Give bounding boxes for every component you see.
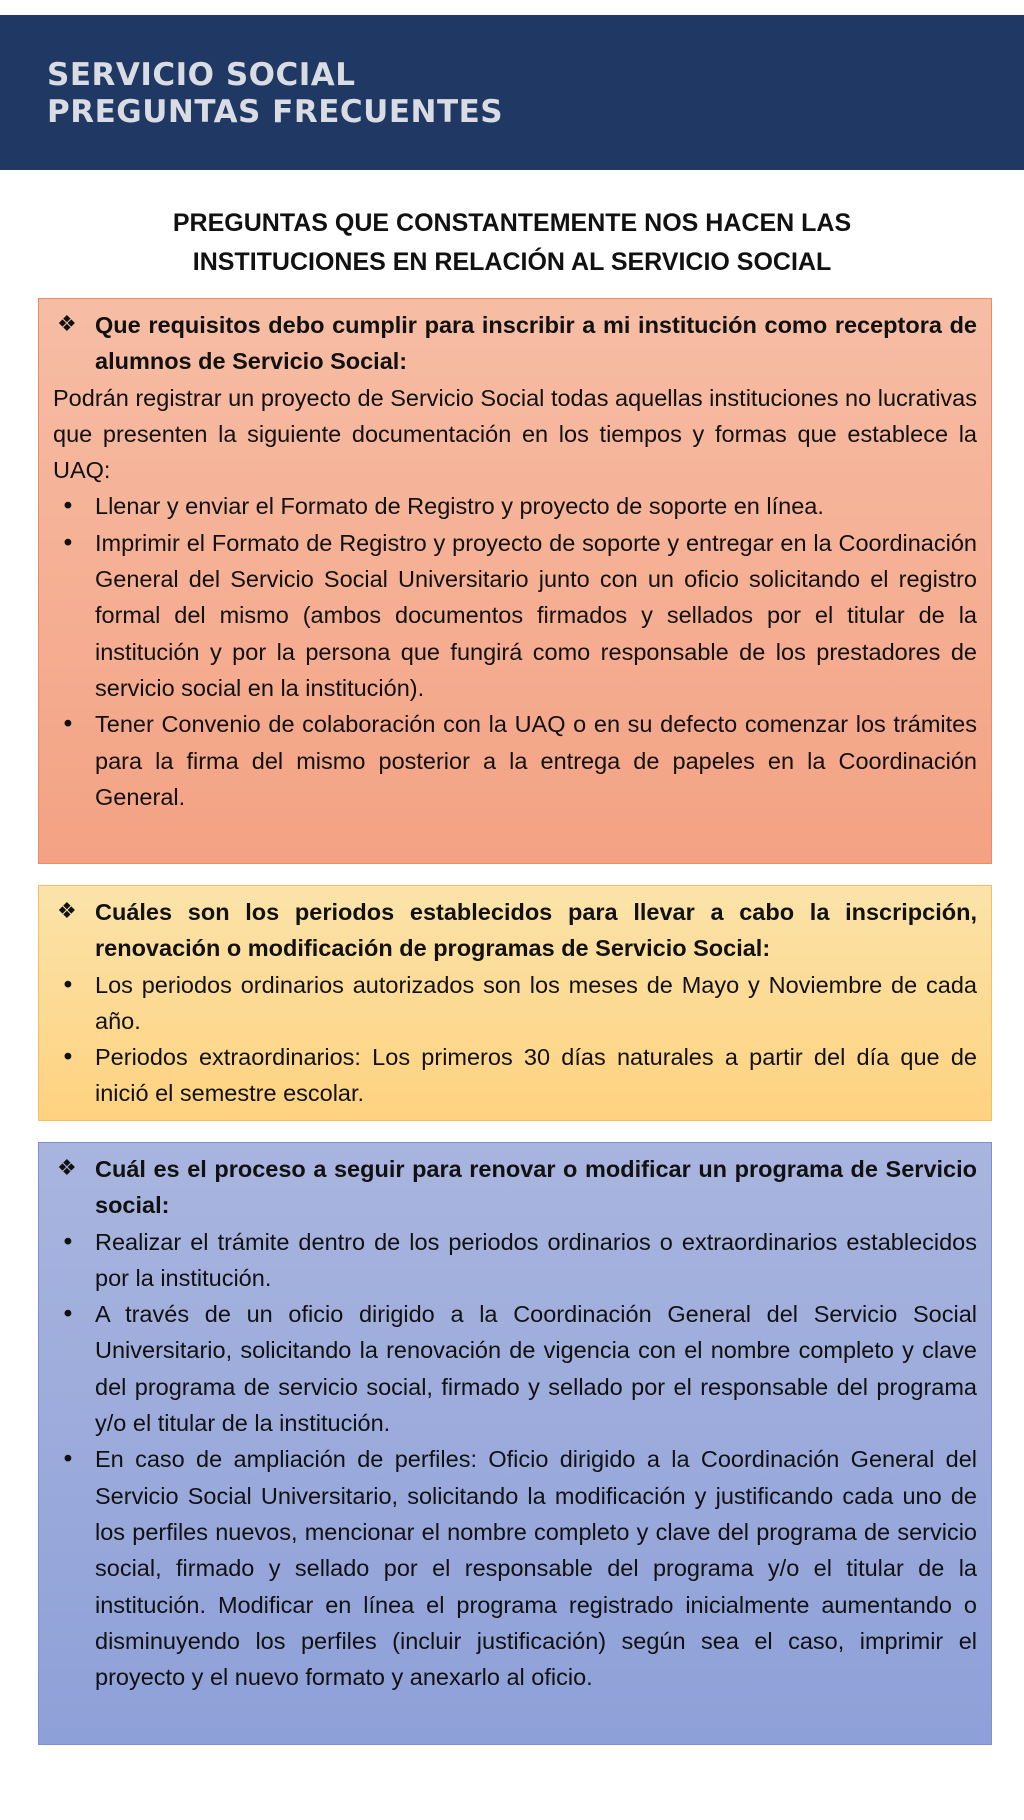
section-heading-line-2: INSTITUCIONES EN RELACIÓN AL SERVICIO SOCIAL	[192, 248, 832, 276]
faq-question-text: Cuál es el proceso a seguir para renovar o modificar un programa de Servicio social:	[95, 1156, 977, 1219]
bullet-icon: •	[61, 1043, 75, 1072]
list-item-text: Los periodos ordinarios autorizados son los meses de Mayo y Noviembre de cada año.	[95, 971, 977, 1034]
bullet-icon: •	[61, 528, 75, 557]
bullet-icon: •	[61, 1300, 75, 1329]
faq-question	[53, 1151, 977, 1224]
section-heading-line-1: PREGUNTAS QUE CONSTANTEMENTE NOS HACEN LAS	[172, 209, 852, 237]
list-item	[53, 1441, 977, 1695]
faq-intro-text: Podrán registrar un proyecto de Servicio Social todas aquellas instituciones no lucrativas que presenten la siguiente documentación en los tiempos y formas que establece la UAQ:	[53, 384, 977, 484]
list-item-text: Tener Convenio de colaboración con la UAQ o en su defecto comenzar los trámites para la firma del mismo posterior a la entrega de papeles en la Coordinación General.	[95, 711, 977, 810]
header-banner	[0, 15, 1024, 170]
list-item-text: Realizar el trámite dentro de los periodos ordinarios o extraordinarios establecidos por la institución.	[95, 1228, 977, 1291]
faq-answer-list	[53, 488, 977, 815]
list-item	[53, 967, 977, 1040]
faq-box-renewal-process	[38, 1142, 992, 1745]
list-item-text: Periodos extraordinarios: Los primeros 30 días naturales a partir del día que de inició el semestre escolar.	[95, 1044, 977, 1107]
page-title-line-1: SERVICIO SOCIAL	[47, 57, 356, 93]
list-item	[53, 488, 977, 524]
bullet-icon: •	[61, 710, 75, 739]
bullet-icon: •	[61, 1227, 75, 1256]
faq-answer-list	[53, 967, 977, 1112]
faq-box-registration-requirements	[38, 298, 992, 864]
section-heading	[0, 204, 1024, 282]
list-item-text: En caso de ampliación de perfiles: Oficio dirigido a la Coordinación General del Servicio Social Universitario, solicitando la modificación y justificando cada uno de los perfiles nuevos, mencionar el nombre completo y clave del programa de servicio social, firmado y sellado por el responsable del programa y/o el titular de la institución. Modificar en línea el programa registrado inicialmente aumentando o disminuyendo los perfiles (incluir justificación) según sea el caso, imprimir el proyecto y el nuevo formato y anexarlo al oficio.	[95, 1446, 977, 1691]
faq-answer-list	[53, 1224, 977, 1696]
faq-question	[53, 307, 977, 380]
diamond-bullet-icon: ❖	[57, 899, 77, 924]
bullet-icon: •	[61, 970, 75, 999]
diamond-bullet-icon: ❖	[57, 312, 77, 337]
page-title	[47, 57, 503, 131]
list-item-text: Llenar y enviar el Formato de Registro y proyecto de soporte en línea.	[95, 493, 824, 520]
bullet-icon: •	[61, 492, 75, 521]
list-item	[53, 706, 977, 815]
bullet-icon: •	[61, 1445, 75, 1474]
list-item-text: Imprimir el Formato de Registro y proyecto de soporte y entregar en la Coordinación General del Servicio Social Universitario junto con un oficio solicitando el registro formal del mismo (ambos documentos firmados y sellados por el titular de la institución y por la persona que fungirá como responsable de los prestadores de servicio social en la institución).	[95, 529, 977, 701]
list-item	[53, 1224, 977, 1297]
faq-question-text: Cuáles son los periodos establecidos para llevar a cabo la inscripción, renovación o modificación de programas de Servicio Social:	[95, 899, 977, 962]
faq-question-text: Que requisitos debo cumplir para inscribir a mi institución como receptora de alumnos de Servicio Social:	[95, 312, 977, 375]
diamond-bullet-icon: ❖	[57, 1156, 77, 1181]
page-title-line-2: PREGUNTAS FRECUENTES	[47, 94, 504, 130]
list-item-text: A través de un oficio dirigido a la Coordinación General del Servicio Social Universitario, solicitando la renovación de vigencia con el nombre completo y clave del programa de servicio social, firmado y sellado por el responsable del programa y/o el titular de la institución.	[95, 1301, 977, 1437]
list-item	[53, 1296, 977, 1441]
list-item	[53, 525, 977, 706]
list-item	[53, 1039, 977, 1112]
faq-box-registration-periods	[38, 885, 992, 1121]
faq-question	[53, 894, 977, 967]
